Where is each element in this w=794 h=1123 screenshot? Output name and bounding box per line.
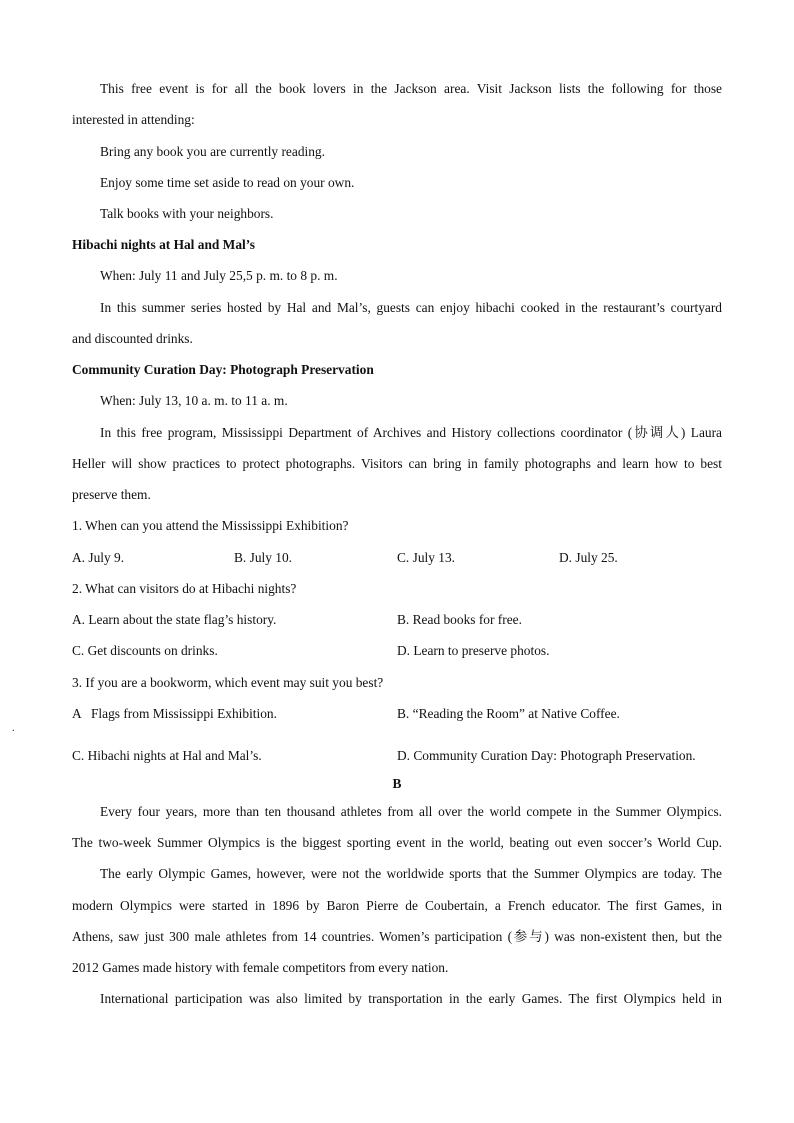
section-label-b: B [392,776,402,791]
event-desc-line: In this summer series hosted by Hal and Mal’s, guests can enjoy hibachi cooked in the restaurant’s courtyard [100,300,722,315]
event-heading-hibachi: Hibachi nights at Hal and Mal’s [72,237,255,252]
passage-b-line: The early Olympic Games, however, were not the worldwide sports that the Summer Olympics are today. The [100,866,722,881]
q2-option-b: B. Read books for free. [397,612,522,627]
q3-option-c: C. Hibachi nights at Hal and Mal’s. [72,748,262,763]
reading-bullet: Enjoy some time set aside to read on your own. [100,175,355,190]
event-desc-line: and discounted drinks. [72,331,193,346]
passage-b-line: Every four years, more than ten thousand athletes from all over the world compete in the Summer Olympics. [100,804,722,819]
q1-option-b: B. July 10. [234,550,293,565]
question-stem-1: 1. When can you attend the Mississippi Exhibition? [72,518,349,533]
q2-option-d: D. Learn to preserve photos. [397,643,550,658]
q3-option-a: A Flags from Mississippi Exhibition. [72,706,277,721]
q1-option-a: A. July 9. [72,550,125,565]
passage-b-line: The two-week Summer Olympics is the biggest sporting event in the world, beating out even soccer’s World Cup. [72,835,722,850]
event-desc-line: In this free program, Mississippi Department of Archives and History collections coordinator (协调人) Laura [100,425,722,440]
q1-option-c: C. July 13. [397,550,456,565]
stray-dot-mark: . [12,723,15,734]
reading-bullet: Talk books with your neighbors. [100,206,274,221]
q3-option-d: D. Community Curation Day: Photograph Preservation. [397,748,696,763]
question-stem-3: 3. If you are a bookworm, which event may suit you best? [72,675,384,690]
passage-b-line: International participation was also limited by transportation in the early Games. The first Olympics held in [100,991,722,1006]
event-desc-line: preserve them. [72,487,151,502]
q2-option-c: C. Get discounts on drinks. [72,643,218,658]
reading-bullet: Bring any book you are currently reading. [100,144,325,159]
q3-option-b: B. “Reading the Room” at Native Coffee. [397,706,620,721]
passage-b-line: Athens, saw just 300 male athletes from 14 countries. Women’s participation (参与) was non-existent then, but the [72,929,722,944]
q1-option-d: D. July 25. [559,550,618,565]
passage-b-line: 2012 Games made history with female competitors from every nation. [72,960,449,975]
event-when-curation: When: July 13, 10 a. m. to 11 a. m. [100,393,288,408]
event-desc-line: Heller will show practices to protect photographs. Visitors can bring in family photographs and learn how to best [72,456,722,471]
q2-option-a: A. Learn about the state flag’s history. [72,612,277,627]
question-stem-2: 2. What can visitors do at Hibachi nights? [72,581,297,596]
intro-paragraph-line: This free event is for all the book lovers in the Jackson area. Visit Jackson lists the following for those [100,81,722,96]
intro-paragraph-line: interested in attending: [72,112,195,127]
event-when-hibachi: When: July 11 and July 25,5 p. m. to 8 p. m. [100,268,338,283]
event-heading-curation: Community Curation Day: Photograph Preservation [72,362,374,377]
passage-b-line: modern Olympics were started in 1896 by Baron Pierre de Coubertain, a French educator. The first Games, in [72,898,722,913]
